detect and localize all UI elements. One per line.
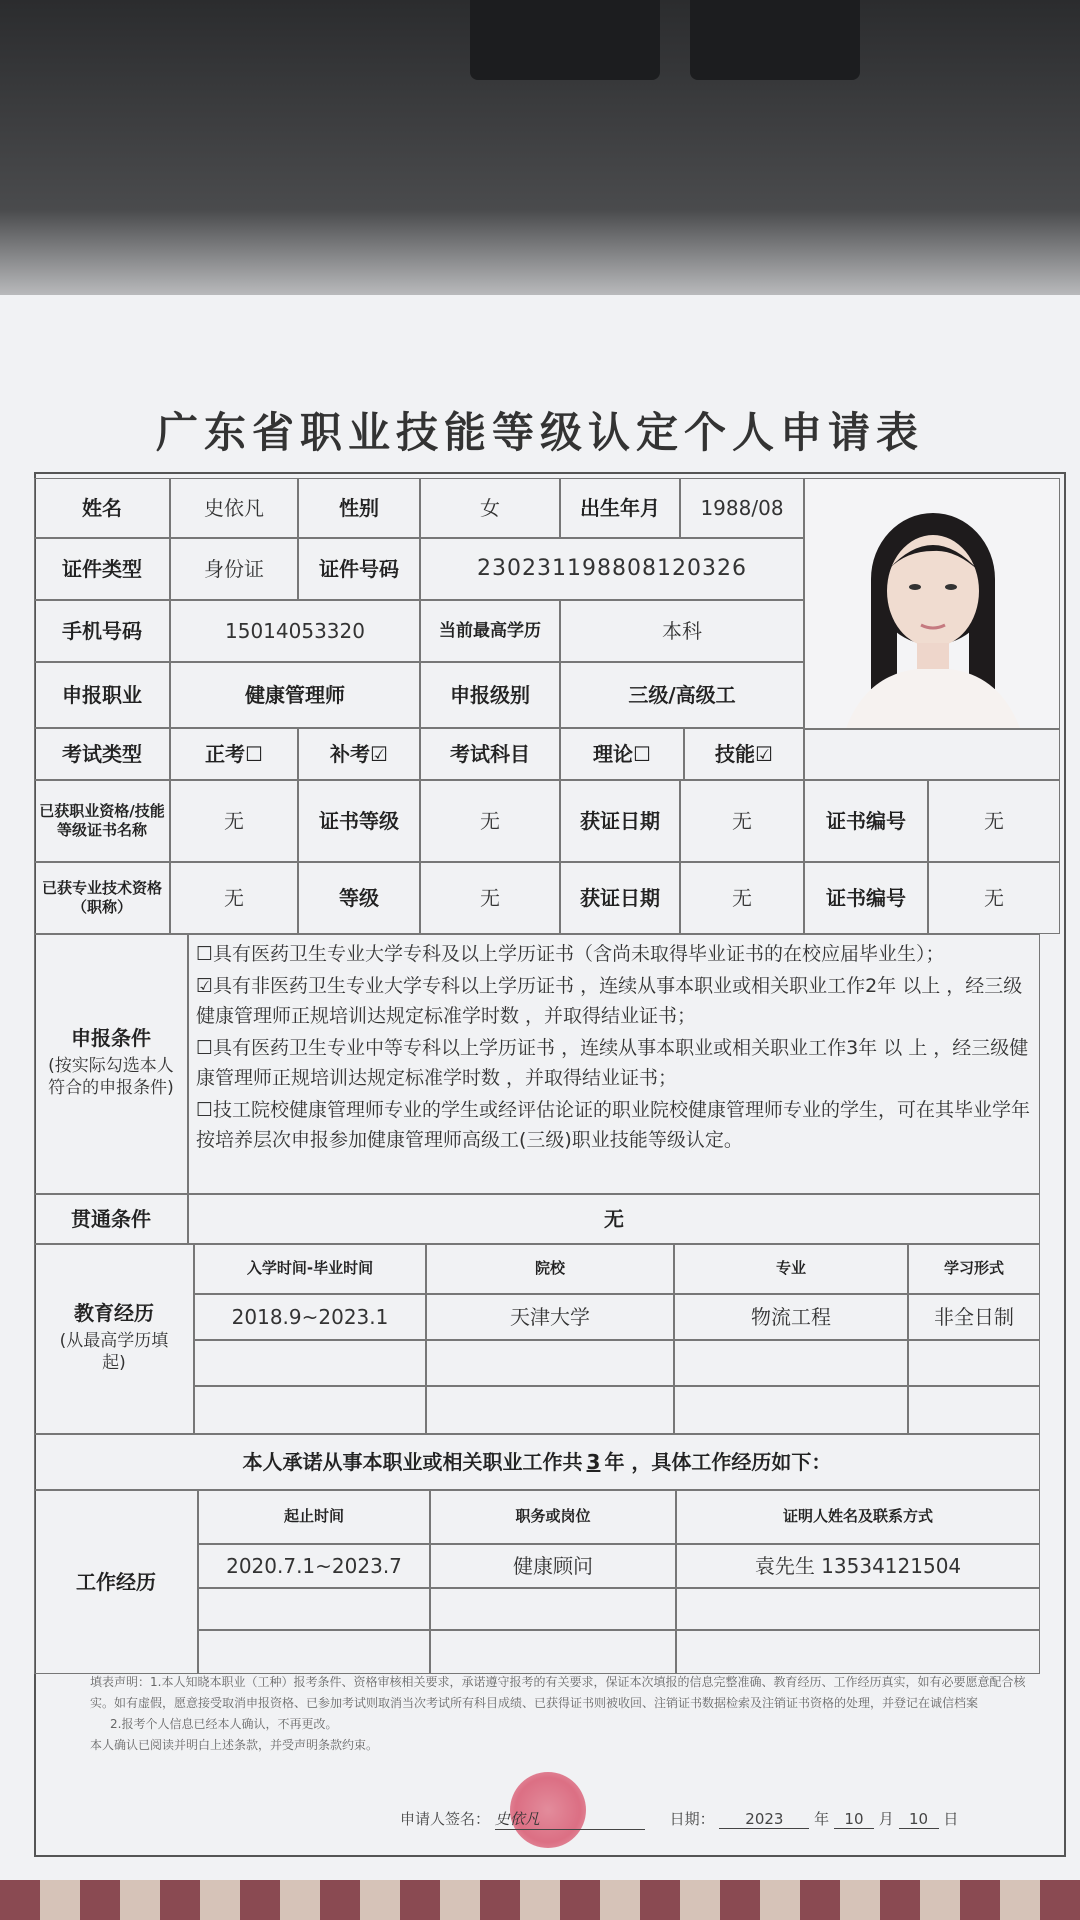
cert1-grade-value: 无 [420, 780, 560, 862]
gender-value: 女 [420, 478, 560, 538]
subject-option-a[interactable]: 理论☐ [560, 728, 684, 780]
edu-empty-cell [194, 1340, 426, 1386]
keyboard-key [470, 0, 660, 80]
exam-type-option-a[interactable]: 正考☐ [170, 728, 298, 780]
applicant-photo [804, 478, 1060, 730]
signature-name[interactable]: 史依凡 [495, 1808, 645, 1830]
work-promise [34, 1434, 1040, 1490]
cert1-label: 已获职业资格/技能等级证书名称 [34, 780, 170, 862]
work-promise-prefix: 本人承诺从事本职业或相关职业工作共 [242, 1450, 583, 1474]
date-year-unit: 年 [814, 1810, 830, 1828]
job-value: 健康管理师 [170, 662, 420, 728]
education-label: 教育经历 [74, 1300, 154, 1325]
cert1-date-label: 获证日期 [560, 780, 680, 862]
declaration-text-2: 2.报考个人信息已经本人确认，不再更改。 [110, 1717, 338, 1731]
form-title: 广东省职业技能等级认定个人申请表 [155, 408, 924, 457]
work-header-reference: 证明人姓名及联系方式 [676, 1490, 1040, 1544]
id-no-value: 230231198808120326 [420, 538, 804, 600]
edu-empty-cell [674, 1340, 908, 1386]
date-month[interactable]: 10 [834, 1810, 874, 1829]
level-label: 申报级别 [420, 662, 560, 728]
level-value: 三级/高级工 [560, 662, 804, 728]
work-empty-cell [430, 1588, 676, 1630]
exam-type-option-b[interactable]: 补考☑ [298, 728, 420, 780]
exam-type-label: 考试类型 [34, 728, 170, 780]
birth-value: 1988/08 [680, 478, 804, 538]
edu-row-mode: 非全日制 [908, 1294, 1040, 1340]
edu-empty-cell [426, 1386, 674, 1434]
date-day-unit: 日 [943, 1810, 959, 1828]
edu-value: 本科 [560, 600, 804, 662]
name-label: 姓名 [34, 478, 170, 538]
condition-item[interactable]: ☐技工院校健康管理师专业的学生或经评估论证的职业院校健康管理师专业的学生，可在其毕业学年按培养层次申报参加健康管理师高级工(三级)职业技能等级认定。 [196, 1099, 1031, 1151]
date-day[interactable]: 10 [899, 1810, 939, 1829]
edu-empty-cell [908, 1386, 1040, 1434]
cert2-date-label: 获证日期 [560, 862, 680, 934]
cert2-no-value: 无 [928, 862, 1060, 934]
id-no-label: 证件号码 [298, 538, 420, 600]
education-hint: (从最高学历填起) [59, 1330, 169, 1373]
subject-option-b[interactable]: 技能☑ [684, 728, 804, 780]
phone-label: 手机号码 [34, 600, 170, 662]
gender-label: 性别 [298, 478, 420, 538]
date-month-unit: 月 [878, 1810, 894, 1828]
id-type-value: 身份证 [170, 538, 298, 600]
signature-label: 申请人签名： [400, 1810, 491, 1828]
work-promise-suffix: 年 ，具体工作经历如下： [604, 1450, 832, 1474]
date-year[interactable]: 2023 [719, 1810, 809, 1829]
edu-empty-cell [194, 1386, 426, 1434]
condition-item[interactable]: ☐具有医药卫生专业中等专科以上学历证书 ，连续从事本职业或相关职业工作3年 以 上 ，经三级健康管理师正规培训达规定标准学时数 ，并取得结业证书； [196, 1037, 1029, 1089]
cert2-grade-value: 无 [420, 862, 560, 934]
edu-row-major: 物流工程 [674, 1294, 908, 1340]
cert1-grade-label: 证书等级 [298, 780, 420, 862]
education-label-cell [34, 1244, 194, 1434]
declaration-text-3: 本人确认已阅读并明白上述条款，并受声明条款约束。 [90, 1738, 379, 1752]
edu-empty-cell [426, 1340, 674, 1386]
bridge-value: 无 [188, 1194, 1040, 1244]
condition-item[interactable]: ☐具有医药卫生专业大学专科及以上学历证书（含尚未取得毕业证书的在校应届毕业生）； [196, 943, 945, 965]
fabric-background [0, 1880, 1080, 1920]
work-row-position: 健康顾问 [430, 1544, 676, 1588]
subject-label: 考试科目 [420, 728, 560, 780]
blank-cell [804, 728, 1060, 780]
work-years: 3 [586, 1450, 601, 1474]
birth-label: 出生年月 [560, 478, 680, 538]
cert2-grade-label: 等级 [298, 862, 420, 934]
cert2-label: 已获专业技术资格（职称） [34, 862, 170, 934]
edu-header-school: 院校 [426, 1244, 674, 1294]
declaration [90, 1672, 1030, 1756]
bridge-label: 贯通条件 [34, 1194, 188, 1244]
keyboard-background [0, 0, 1080, 300]
cert1-no-value: 无 [928, 780, 1060, 862]
phone-value: 15014053320 [170, 600, 420, 662]
job-label: 申报职业 [34, 662, 170, 728]
windows-key [690, 0, 860, 80]
edu-header-mode: 学习形式 [908, 1244, 1040, 1294]
cert2-no-label: 证书编号 [804, 862, 928, 934]
work-row-time: 2020.7.1~2023.7 [198, 1544, 430, 1588]
work-header-time: 起止时间 [198, 1490, 430, 1544]
id-type-label: 证件类型 [34, 538, 170, 600]
edu-header-time: 入学时间-毕业时间 [194, 1244, 426, 1294]
work-label: 工作经历 [34, 1490, 198, 1674]
cert1-no-label: 证书编号 [804, 780, 928, 862]
cert1-date-value: 无 [680, 780, 804, 862]
edu-row-school: 天津大学 [426, 1294, 674, 1340]
work-empty-cell [198, 1588, 430, 1630]
edu-empty-cell [674, 1386, 908, 1434]
work-empty-cell [676, 1588, 1040, 1630]
declaration-text-1: 填表声明：1.本人知晓本职业（工种）报考条件、资格审核相关要求，承诺遵守报考的有关要求，保证本次填报的信息完整准确、教育经历、工作经历真实，如有必要愿意配合核实。如有虚假，愿意接受取消申报资格、已参加考试则取消当次考试所有科目成绩、已获得证书则被收回、注销证书数据检索及注销证书资格的处理，并登记在诚信档案 [90, 1675, 1026, 1710]
work-row-reference: 袁先生 13534121504 [676, 1544, 1040, 1588]
edu-label: 当前最高学历 [420, 600, 560, 662]
cert2-value: 无 [170, 862, 298, 934]
edu-header-major: 专业 [674, 1244, 908, 1294]
edu-row-time: 2018.9~2023.1 [194, 1294, 426, 1340]
edu-empty-cell [908, 1340, 1040, 1386]
signature-line [400, 1808, 958, 1830]
work-empty-cell [430, 1630, 676, 1674]
condition-item[interactable]: ☑具有非医药卫生专业大学专科以上学历证书 ，连续从事本职业或相关职业工作2年 以上 ，经三级健康管理师正规培训达规定标准学时数 ，并取得结业证书； [196, 975, 1023, 1027]
conditions-list [188, 935, 1040, 1193]
work-empty-cell [198, 1630, 430, 1674]
cert2-date-value: 无 [680, 862, 804, 934]
conditions-hint: (按实际勾选本人符合的申报条件) [48, 1055, 174, 1098]
date-label: 日期： [669, 1810, 715, 1828]
work-empty-cell [676, 1630, 1040, 1674]
work-header-position: 职务或岗位 [430, 1490, 676, 1544]
name-value: 史依凡 [170, 478, 298, 538]
conditions-label-cell [34, 934, 188, 1194]
portrait-icon [805, 479, 1060, 730]
conditions-label: 申报条件 [71, 1025, 151, 1050]
cert1-value: 无 [170, 780, 298, 862]
